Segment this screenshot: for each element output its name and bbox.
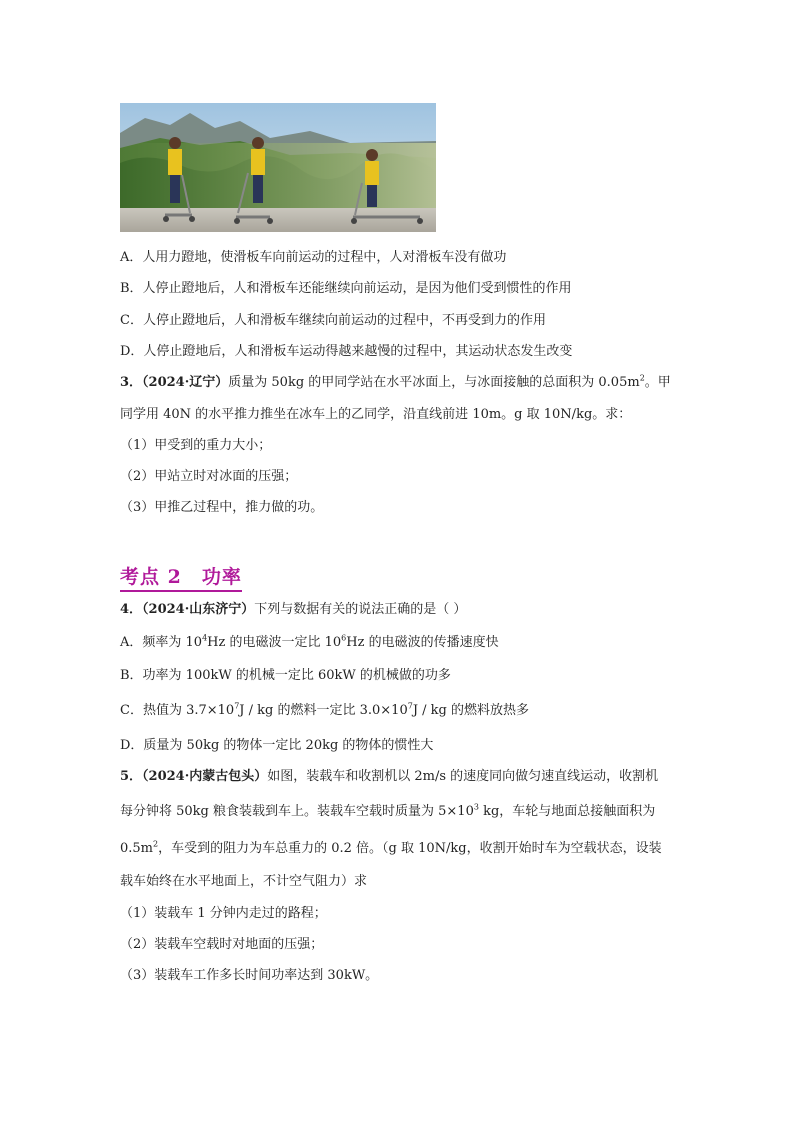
- q2-option-a: A．人用力蹬地，使滑板车向前运动的过程中，人对滑板车没有做功: [120, 250, 507, 265]
- q2-option-b: B．人停止蹬地后，人和滑板车还能继续向前运动，是因为他们受到惯性的作用: [120, 281, 572, 296]
- q3-text-1-end: 。甲: [644, 375, 671, 390]
- q5-line-4: 载车始终在水平地面上，不计空气阻力）求: [120, 874, 368, 889]
- q5-line-2: [120, 803, 655, 821]
- q3-line-2: 同学用 40N 的水平推力推坐在冰车上的乙同学，沿直线前进 10m。g 取 10N/kg。求：: [120, 407, 632, 422]
- scooter-photo-illustration: [120, 103, 436, 232]
- q4-option-b: B．功率为 100kW 的机械一定比 60kW 的机械做的功多: [120, 668, 451, 683]
- q3-sub-2: （2）甲站立时对冰面的压强；: [120, 469, 298, 484]
- q3-text-1: 质量为 50kg 的甲同学站在水平冰面上，与冰面接触的总面积为 0.05m: [228, 375, 640, 390]
- q3-text-1-sup: 2: [639, 373, 645, 383]
- q2-option-d: D．人停止蹬地后，人和滑板车运动得越来越慢的过程中，其运动状态发生改变: [120, 344, 573, 359]
- q4-c-end: J / kg 的燃料放热多: [412, 703, 530, 718]
- q4-a-sup-2: 6: [341, 633, 347, 643]
- q4-option-d: D．质量为 50kg 的物体一定比 20kg 的物体的惯性大: [120, 738, 434, 753]
- q5-sub-3: （3）装载车工作多长时间功率达到 30kW。: [120, 968, 379, 983]
- q3-sub-3: （3）甲推乙过程中，推力做的功。: [120, 500, 324, 515]
- q5-text-3-sup: 2: [153, 839, 159, 849]
- q4-a-sup-1: 4: [202, 633, 208, 643]
- q4-source: （2024·山东济宁）: [142, 602, 255, 617]
- q3-number: 3．: [120, 375, 143, 390]
- q4-a-pre: A．频率为 10: [120, 635, 203, 650]
- q4-a-mid: Hz 的电磁波一定比 10: [207, 635, 342, 650]
- q4-stem-text: 下列与数据有关的说法正确的是（ ）: [254, 602, 467, 617]
- q3-sub-1: （1）甲受到的重力大小；: [120, 438, 272, 453]
- q4-c-mid: J / kg 的燃料一定比 3.0×10: [239, 703, 408, 718]
- q5-sub-2: （2）装载车空载时对地面的压强；: [120, 937, 324, 952]
- q4-number: 4．: [120, 602, 143, 617]
- q3-line-1: [120, 374, 671, 392]
- q3-source: （2024·辽宁）: [142, 375, 229, 390]
- q5-sub-1: （1）装载车 1 分钟内走过的路程；: [120, 906, 327, 921]
- scooter-photo: [120, 103, 436, 232]
- q4-c-sup-2: 7: [407, 701, 413, 711]
- q4-a-end: Hz 的电磁波的传播速度快: [346, 635, 499, 650]
- section-title: 考点 2 功率: [120, 562, 242, 592]
- q5-source: （2024·内蒙古包头）: [142, 769, 268, 784]
- q5-text-2-pre: 每分钟将 50kg 粮食装载到车上。装载车空载时质量为 5×10: [120, 804, 474, 819]
- q5-text-2-end: kg，车轮与地面总接触面积为: [478, 804, 656, 819]
- q5-text-2-sup: 3: [473, 802, 479, 812]
- q4-c-pre: C．热值为 3.7×10: [120, 703, 235, 718]
- q2-option-c: C．人停止蹬地后，人和滑板车继续向前运动的过程中，不再受到力的作用: [120, 313, 546, 328]
- q4-stem: [120, 601, 466, 619]
- q5-line-3: [120, 840, 662, 858]
- q5-line-1: [120, 768, 658, 786]
- q4-option-c: [120, 702, 529, 720]
- q4-option-a: [120, 634, 499, 652]
- q5-text-1: 如图，装载车和收割机以 2m/s 的速度同向做匀速直线运动，收割机: [267, 769, 659, 784]
- q5-number: 5．: [120, 769, 143, 784]
- q5-text-3-end: ，车受到的阻力为车总重力的 0.2 倍。（g 取 10N/kg，收割开始时车为空载状态，设装: [158, 841, 662, 856]
- q4-c-sup-1: 7: [234, 701, 240, 711]
- q5-text-3-pre: 0.5m: [120, 841, 154, 856]
